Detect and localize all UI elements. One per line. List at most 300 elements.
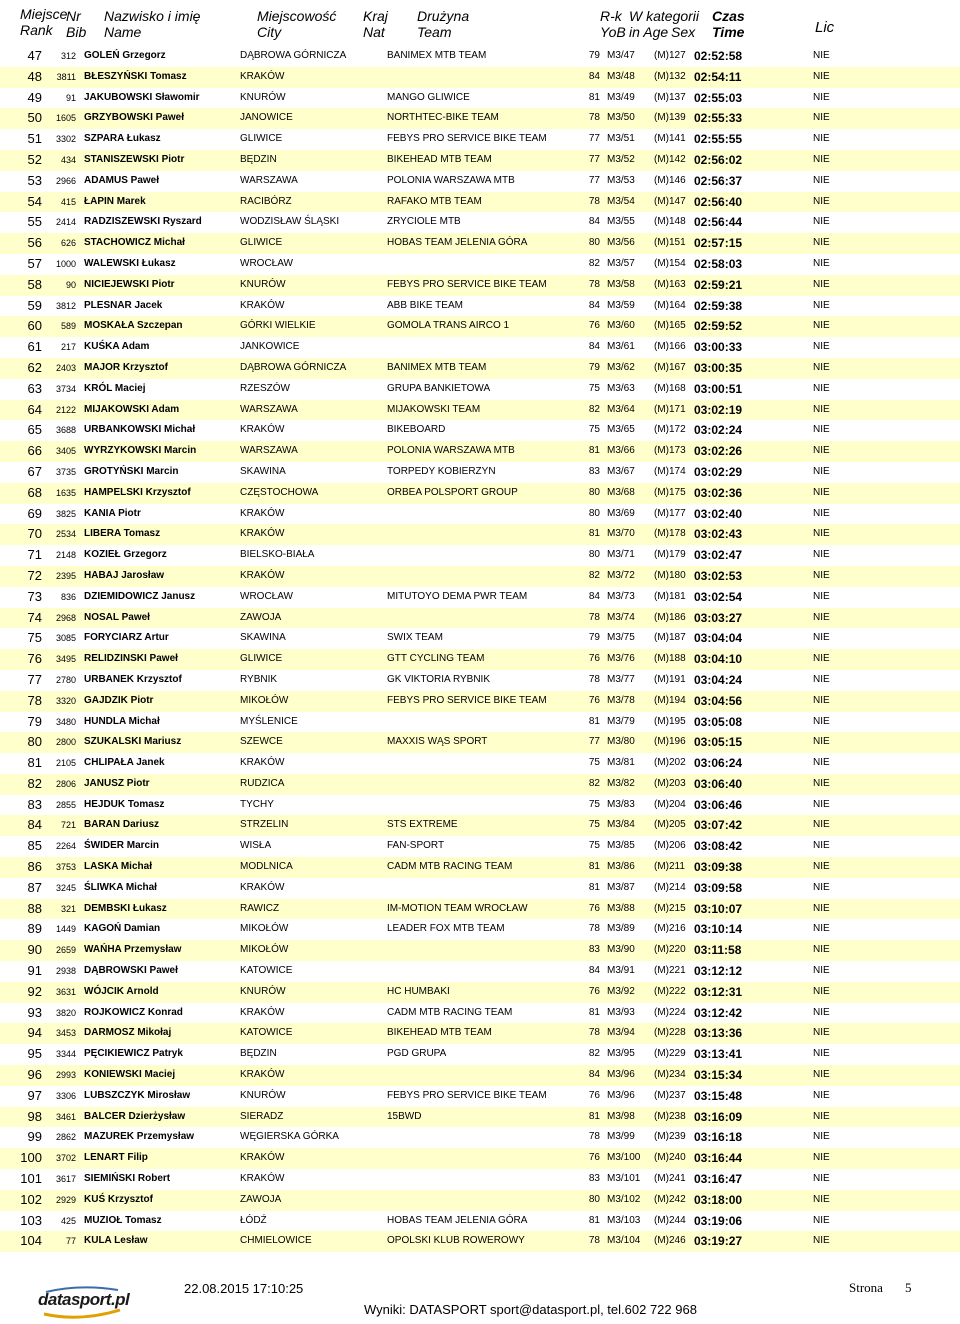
results-table — [0, 46, 960, 1252]
cell-rank: 58 — [27, 276, 42, 292]
cell-team: GRUPA BANKIETOWA — [387, 382, 491, 394]
cell-yob: 81 — [588, 528, 600, 540]
cell-cat: M3/54 — [607, 195, 635, 207]
table-row — [0, 67, 960, 88]
cell-time: 03:13:41 — [694, 1047, 743, 1062]
cell-time: 03:00:33 — [694, 340, 743, 355]
cell-bib: 836 — [60, 591, 76, 602]
cell-sex: (M)165 — [654, 320, 686, 332]
cell-bib: 3461 — [55, 1111, 76, 1122]
cell-yob: 80 — [588, 237, 600, 249]
cell-name: DĄBROWSKI Paweł — [84, 965, 178, 977]
header-time — [712, 8, 745, 40]
cell-yob: 83 — [588, 465, 600, 477]
cell-lic: NIE — [813, 70, 830, 82]
cell-rank: 64 — [27, 401, 42, 417]
cell-name: NOSAL Paweł — [84, 611, 150, 623]
cell-team: LEADER FOX MTB TEAM — [387, 923, 505, 935]
cell-city: RAWICZ — [240, 902, 280, 914]
cell-city: KRAKÓW — [240, 1173, 285, 1185]
cell-sex: (M)229 — [654, 1048, 686, 1060]
cell-cat: M3/72 — [607, 569, 635, 581]
cell-bib: 2414 — [55, 217, 76, 228]
cell-bib: 2862 — [55, 1132, 76, 1143]
table-row — [0, 379, 960, 400]
cell-name: BARAN Dariusz — [84, 819, 160, 831]
cell-bib: 434 — [60, 154, 76, 165]
header-city — [257, 8, 336, 40]
cell-city: MYŚLENICE — [240, 715, 298, 727]
cell-city: KRAKÓW — [240, 507, 285, 519]
cell-lic: NIE — [813, 195, 830, 207]
cell-city: MIKOŁÓW — [240, 923, 289, 935]
cell-sex: (M)166 — [654, 341, 686, 353]
cell-lic: NIE — [813, 445, 830, 457]
cell-city: WARSZAWA — [240, 403, 298, 415]
cell-cat: M3/95 — [607, 1048, 635, 1060]
cell-yob: 80 — [588, 486, 600, 498]
table-row — [0, 129, 960, 150]
cell-lic: NIE — [813, 1173, 830, 1185]
cell-city: KRAKÓW — [240, 569, 285, 581]
cell-cat: M3/73 — [607, 590, 635, 602]
cell-rank: 61 — [27, 339, 42, 355]
header-team — [417, 8, 469, 40]
cell-sex: (M)242 — [654, 1193, 686, 1205]
table-row — [0, 483, 960, 504]
print-date: 22.08.2015 17:10:25 — [184, 1281, 304, 1296]
cell-cat: M3/48 — [607, 70, 635, 82]
header-bib-pl: Nr — [66, 8, 81, 24]
cell-sex: (M)174 — [654, 465, 686, 477]
cell-yob: 80 — [588, 507, 600, 519]
cell-bib: 3702 — [55, 1153, 76, 1164]
cell-city: GÓRKI WIELKIE — [240, 320, 316, 332]
cell-rank: 100 — [20, 1150, 42, 1166]
cell-time: 03:02:24 — [694, 423, 743, 438]
cell-city: KRAKÓW — [240, 70, 285, 82]
cell-rank: 59 — [27, 297, 42, 313]
cell-city: WISŁA — [240, 840, 272, 852]
cell-time: 03:04:10 — [694, 652, 743, 667]
cell-sex: (M)228 — [654, 1027, 686, 1039]
cell-lic: NIE — [813, 757, 830, 769]
cell-city: WROCŁAW — [240, 590, 293, 602]
cell-yob: 78 — [588, 673, 600, 685]
cell-rank: 49 — [27, 89, 42, 105]
cell-city: CHMIELOWICE — [240, 1235, 312, 1247]
cell-rank: 82 — [27, 775, 42, 791]
cell-name: PLESNAR Jacek — [84, 299, 163, 311]
cell-lic: NIE — [813, 133, 830, 145]
cell-time: 02:56:40 — [694, 194, 743, 209]
cell-yob: 76 — [588, 1089, 600, 1101]
cell-yob: 81 — [588, 1006, 600, 1018]
cell-city: BĘDZIN — [240, 1048, 277, 1060]
cell-city: WODZISŁAW ŚLĄSKI — [240, 216, 340, 228]
cell-bib: 3306 — [55, 1090, 76, 1101]
cell-time: 03:06:24 — [694, 756, 743, 771]
cell-name: ADAMUS Paweł — [84, 174, 160, 186]
cell-lic: NIE — [813, 257, 830, 269]
cell-rank: 55 — [27, 214, 42, 230]
cell-name: BŁESZYŃSKI Tomasz — [84, 70, 187, 82]
cell-cat: M3/49 — [607, 91, 635, 103]
cell-yob: 78 — [588, 195, 600, 207]
cell-city: WARSZAWA — [240, 445, 298, 457]
table-row — [0, 712, 960, 733]
cell-yob: 82 — [588, 257, 600, 269]
cell-team: FAN-SPORT — [387, 840, 445, 852]
cell-time: 03:12:42 — [694, 1005, 743, 1020]
cell-bib: 3825 — [55, 508, 76, 519]
cell-rank: 71 — [27, 547, 42, 563]
cell-lic: NIE — [813, 341, 830, 353]
cell-yob: 77 — [588, 153, 600, 165]
cell-rank: 88 — [27, 900, 42, 916]
cell-lic: NIE — [813, 361, 830, 373]
header-rank-en: Rank — [20, 22, 53, 38]
cell-cat: M3/94 — [607, 1027, 635, 1039]
header-name — [104, 8, 200, 40]
cell-time: 03:12:31 — [694, 984, 743, 999]
header-nat — [363, 8, 388, 40]
cell-name: WALEWSKI Łukasz — [84, 257, 176, 269]
cell-yob: 82 — [588, 777, 600, 789]
cell-time: 03:12:12 — [694, 964, 743, 979]
cell-yob: 75 — [588, 798, 600, 810]
cell-rank: 78 — [27, 692, 42, 708]
cell-team: MANGO GLIWICE — [387, 91, 470, 103]
table-row — [0, 982, 960, 1003]
cell-time: 03:16:18 — [694, 1130, 743, 1145]
cell-rank: 90 — [27, 942, 42, 958]
cell-team: STS EXTREME — [387, 819, 458, 831]
cell-city: TYCHY — [240, 798, 274, 810]
table-row — [0, 316, 960, 337]
cell-lic: NIE — [813, 320, 830, 332]
cell-lic: NIE — [813, 50, 830, 61]
cell-rank: 62 — [27, 359, 42, 375]
cell-time: 03:10:07 — [694, 901, 743, 916]
table-row — [0, 628, 960, 649]
table-row — [0, 732, 960, 753]
cell-time: 03:07:42 — [694, 818, 743, 833]
cell-lic: NIE — [813, 549, 830, 561]
cell-cat: M3/85 — [607, 840, 635, 852]
page-footer — [0, 1270, 960, 1324]
cell-lic: NIE — [813, 673, 830, 685]
cell-yob: 84 — [588, 341, 600, 353]
cell-team: SWIX TEAM — [387, 632, 443, 644]
cell-bib: 3734 — [55, 383, 76, 394]
cell-sex: (M)171 — [654, 403, 686, 415]
cell-sex: (M)163 — [654, 278, 686, 290]
cell-lic: NIE — [813, 881, 830, 893]
cell-time: 02:59:21 — [694, 277, 743, 292]
header-team-pl: Drużyna — [417, 8, 470, 24]
cell-team: OPOLSKI KLUB ROWEROWY — [387, 1235, 525, 1247]
cell-city: SKAWINA — [240, 632, 286, 644]
cell-time: 02:54:11 — [694, 69, 742, 84]
cell-rank: 93 — [27, 1004, 42, 1020]
table-row — [0, 212, 960, 233]
table-row — [0, 46, 960, 67]
cell-time: 03:00:51 — [694, 381, 743, 396]
cell-bib: 3245 — [55, 882, 76, 893]
cell-sex: (M)139 — [654, 112, 686, 124]
cell-cat: M3/74 — [607, 611, 635, 623]
cell-team: MAXXIS WĄS SPORT — [387, 736, 488, 748]
cell-cat: M3/87 — [607, 881, 635, 893]
cell-yob: 82 — [588, 1048, 600, 1060]
cell-rank: 81 — [27, 755, 42, 771]
cell-rank: 56 — [27, 235, 42, 251]
cell-cat: M3/89 — [607, 923, 635, 935]
cell-cat: M3/71 — [607, 549, 635, 561]
cell-cat: M3/75 — [607, 632, 635, 644]
cell-lic: NIE — [813, 1048, 830, 1060]
table-row — [0, 691, 960, 712]
cell-city: MODLNICA — [240, 861, 293, 873]
cell-name: ŚWIDER Marcin — [84, 840, 160, 852]
cell-bib: 217 — [60, 342, 76, 353]
cell-yob: 75 — [588, 840, 600, 852]
cell-lic: NIE — [813, 424, 830, 436]
cell-yob: 83 — [588, 944, 600, 956]
cell-team: FEBYS PRO SERVICE BIKE TEAM — [387, 1089, 547, 1101]
cell-bib: 3453 — [55, 1028, 76, 1039]
cell-name: PĘCIKIEWICZ Patryk — [84, 1048, 183, 1060]
cell-sex: (M)172 — [654, 424, 686, 436]
cell-bib: 77 — [65, 1236, 76, 1247]
cell-team: HOBAS TEAM JELENIA GÓRA — [387, 1214, 528, 1226]
cell-rank: 99 — [27, 1129, 42, 1145]
cell-time: 03:06:46 — [694, 797, 743, 812]
cell-cat: M3/81 — [607, 757, 635, 769]
cell-lic: NIE — [813, 382, 830, 394]
cell-name: GROTYŃSKI Marcin — [84, 465, 179, 477]
cell-name: GAJDZIK Piotr — [84, 694, 154, 706]
table-row — [0, 815, 960, 836]
cell-time: 02:55:55 — [694, 132, 743, 147]
cell-bib: 3302 — [55, 134, 76, 145]
cell-yob: 75 — [588, 424, 600, 436]
cell-name: HAMPELSKI Krzysztof — [84, 486, 191, 498]
cell-name: DEMBSKI Łukasz — [84, 902, 167, 914]
header-bib-en: Bib — [66, 24, 87, 40]
cell-name: MAJOR Krzysztof — [84, 361, 168, 373]
logo-text: datasport.pl — [38, 1290, 130, 1309]
cell-team: CADM MTB RACING TEAM — [387, 1006, 513, 1018]
table-row — [0, 1086, 960, 1107]
header-sex — [671, 24, 695, 40]
cell-rank: 84 — [27, 817, 42, 833]
cell-city: KRAKÓW — [240, 881, 285, 893]
cell-bib: 1000 — [55, 258, 76, 269]
cell-name: KRÓL Maciej — [84, 382, 146, 394]
cell-bib: 3405 — [55, 446, 76, 457]
cell-bib: 1449 — [55, 924, 76, 935]
cell-rank: 86 — [27, 859, 42, 875]
table-row — [0, 836, 960, 857]
cell-sex: (M)244 — [654, 1214, 686, 1226]
cell-time: 03:06:40 — [694, 776, 743, 791]
header-name-en: Name — [104, 24, 142, 40]
cell-city: KNURÓW — [240, 91, 286, 103]
cell-sex: (M)147 — [654, 195, 686, 207]
cell-cat: M3/100 — [607, 1152, 641, 1164]
cell-time: 02:56:37 — [694, 173, 743, 188]
cell-yob: 84 — [588, 70, 600, 82]
cell-sex: (M)196 — [654, 736, 686, 748]
cell-bib: 589 — [60, 321, 76, 332]
cell-time: 03:10:14 — [694, 922, 743, 937]
cell-time: 03:03:27 — [694, 610, 743, 625]
cell-yob: 81 — [588, 91, 600, 103]
cell-time: 03:02:54 — [694, 589, 743, 604]
cell-yob: 75 — [588, 819, 600, 831]
cell-time: 03:18:00 — [694, 1192, 743, 1207]
cell-rank: 60 — [27, 318, 42, 334]
cell-name: KUŚ Krzysztof — [84, 1193, 153, 1205]
cell-yob: 84 — [588, 1069, 600, 1081]
cell-sex: (M)211 — [654, 861, 685, 873]
cell-sex: (M)167 — [654, 361, 686, 373]
cell-time: 02:56:44 — [694, 215, 743, 230]
cell-sex: (M)179 — [654, 549, 686, 561]
cell-yob: 76 — [588, 653, 600, 665]
cell-city: JANOWICE — [240, 112, 293, 124]
cell-yob: 83 — [588, 1173, 600, 1185]
header-cat-pl: W kategorii — [629, 8, 700, 24]
header-rank — [20, 6, 67, 38]
header-city-en: City — [257, 24, 282, 40]
cell-city: KNURÓW — [240, 1089, 286, 1101]
table-row — [0, 441, 960, 462]
cell-bib: 312 — [60, 51, 76, 61]
cell-name: DARMOSZ Mikołaj — [84, 1027, 172, 1039]
cell-sex: (M)191 — [654, 673, 686, 685]
table-row — [0, 420, 960, 441]
cell-lic: NIE — [813, 112, 830, 124]
cell-city: WĘGIERSKA GÓRKA — [240, 1131, 339, 1143]
table-row — [0, 358, 960, 379]
cell-sex: (M)203 — [654, 777, 686, 789]
cell-team: POLONIA WARSZAWA MTB — [387, 445, 515, 457]
cell-rank: 51 — [27, 131, 42, 147]
header-bib — [66, 8, 86, 40]
table-row — [0, 919, 960, 940]
cell-team: BIKEBOARD — [387, 424, 446, 436]
table-row — [0, 504, 960, 525]
cell-name: FORYCIARZ Artur — [84, 632, 169, 644]
cell-name: KULA Lesław — [84, 1235, 148, 1247]
cell-lic: NIE — [813, 278, 830, 290]
cell-city: RYBNIK — [240, 673, 278, 685]
cell-rank: 102 — [20, 1191, 42, 1207]
cell-lic: NIE — [813, 1110, 830, 1122]
cell-name: KONIEWSKI Maciej — [84, 1069, 176, 1081]
cell-cat: M3/102 — [607, 1193, 641, 1205]
cell-bib: 2780 — [55, 674, 76, 685]
cell-lic: NIE — [813, 91, 830, 103]
cell-cat: M3/66 — [607, 445, 635, 457]
cell-name: URBANEK Krzysztof — [84, 673, 182, 685]
cell-cat: M3/88 — [607, 902, 635, 914]
cell-bib: 2659 — [55, 945, 76, 956]
cell-city: KRAKÓW — [240, 424, 285, 436]
cell-cat: M3/55 — [607, 216, 635, 228]
cell-team: HOBAS TEAM JELENIA GÓRA — [387, 237, 528, 249]
cell-cat: M3/50 — [607, 112, 635, 124]
cell-rank: 104 — [20, 1233, 42, 1249]
table-row — [0, 171, 960, 192]
cell-team: FEBYS PRO SERVICE BIKE TEAM — [387, 694, 547, 706]
cell-yob: 79 — [588, 50, 600, 61]
cell-sex: (M)222 — [654, 985, 686, 997]
cell-name: KOZIEŁ Grzegorz — [84, 549, 167, 561]
cell-cat: M3/91 — [607, 965, 635, 977]
table-row — [0, 670, 960, 691]
cell-city: BĘDZIN — [240, 153, 277, 165]
cell-yob: 76 — [588, 320, 600, 332]
page-number: 5 — [905, 1280, 912, 1295]
cell-time: 03:02:40 — [694, 506, 743, 521]
table-row — [0, 524, 960, 545]
cell-name: MUZIOŁ Tomasz — [84, 1214, 162, 1226]
cell-sex: (M)137 — [654, 91, 686, 103]
cell-time: 03:00:35 — [694, 360, 743, 375]
cell-lic: NIE — [813, 528, 830, 540]
table-row — [0, 1148, 960, 1169]
cell-yob: 82 — [588, 403, 600, 415]
cell-rank: 98 — [27, 1108, 42, 1124]
cell-cat: M3/62 — [607, 361, 635, 373]
cell-time: 03:02:53 — [694, 568, 743, 583]
header-lic-text: Lic — [815, 19, 835, 36]
cell-bib: 3320 — [55, 695, 76, 706]
cell-time: 03:04:56 — [694, 693, 743, 708]
cell-city: KATOWICE — [240, 965, 293, 977]
cell-sex: (M)241 — [654, 1173, 686, 1185]
cell-rank: 52 — [27, 151, 42, 167]
cell-sex: (M)221 — [654, 965, 686, 977]
table-row — [0, 608, 960, 629]
cell-bib: 90 — [65, 279, 76, 290]
cell-yob: 78 — [588, 278, 600, 290]
cell-sex: (M)206 — [654, 840, 686, 852]
cell-time: 03:09:38 — [694, 860, 743, 875]
cell-yob: 84 — [588, 590, 600, 602]
cell-city: KNURÓW — [240, 985, 286, 997]
cell-cat: M3/93 — [607, 1006, 635, 1018]
cell-bib: 3617 — [55, 1174, 76, 1185]
cell-time: 03:02:19 — [694, 402, 743, 417]
cell-yob: 77 — [588, 133, 600, 145]
cell-rank: 75 — [27, 630, 42, 646]
cell-name: RADZISZEWSKI Ryszard — [84, 216, 202, 228]
cell-cat: M3/78 — [607, 694, 635, 706]
cell-lic: NIE — [813, 944, 830, 956]
cell-team: MIJAKOWSKI TEAM — [387, 403, 481, 415]
cell-rank: 74 — [27, 609, 42, 625]
cell-yob: 76 — [588, 985, 600, 997]
cell-sex: (M)202 — [654, 757, 686, 769]
cell-yob: 77 — [588, 736, 600, 748]
cell-sex: (M)239 — [654, 1131, 686, 1143]
cell-city: KNURÓW — [240, 278, 286, 290]
